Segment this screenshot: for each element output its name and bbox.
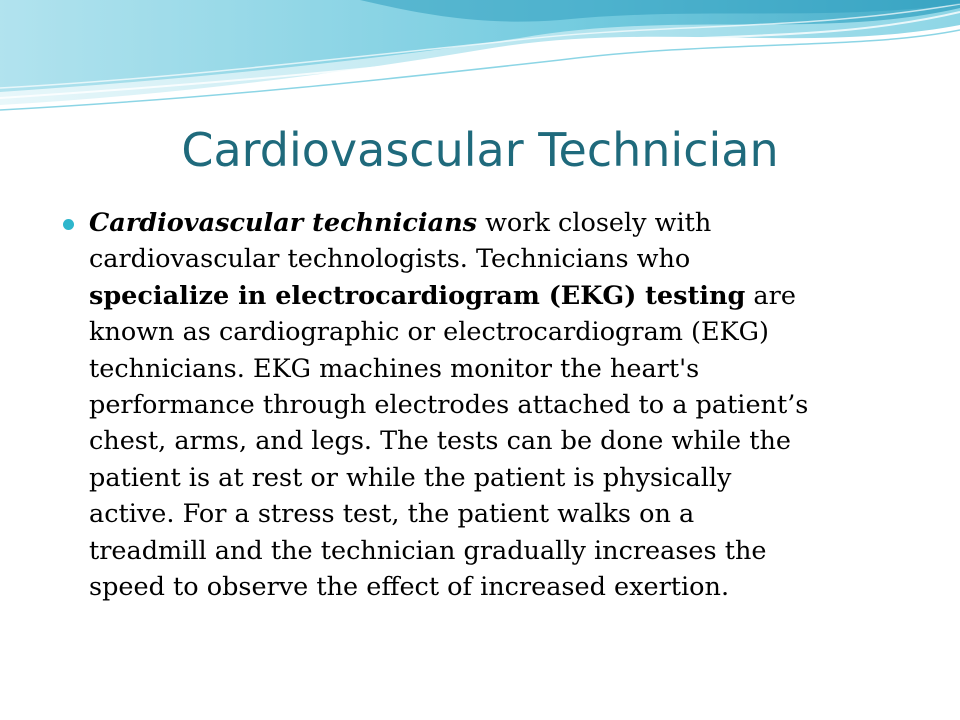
text-line — [89, 496, 916, 532]
text-run: technicians. EKG machines monitor the heart's — [89, 353, 700, 384]
text-run: chest, arms, and legs. The tests can be done while the — [89, 426, 791, 457]
wave-header-decoration — [0, 0, 960, 120]
text-run: patient is at rest or while the patient is physically — [89, 462, 732, 493]
text-line — [89, 533, 916, 569]
emphasized-text-run: specialize in electrocardiogram (EKG) testing — [89, 280, 746, 311]
text-line — [89, 205, 916, 241]
bullet-item — [56, 205, 916, 605]
slide-title: Cardiovascular Technician — [181, 123, 779, 177]
text-run: work closely with — [477, 208, 712, 238]
text-run: treadmill and the technician gradually increases the — [89, 535, 767, 566]
text-line — [89, 278, 916, 314]
text-run: are — [745, 280, 796, 311]
text-run: cardiovascular technologists. Technicians who — [89, 244, 691, 275]
text-run: speed to observe the effect of increased exertion. — [89, 572, 730, 603]
body-content — [56, 205, 916, 605]
text-line — [89, 569, 916, 605]
text-run: performance through electrodes attached to a patient’s — [89, 390, 809, 421]
text-line — [89, 351, 916, 387]
text-line — [89, 241, 916, 277]
bullet-text — [89, 205, 916, 605]
bullet-dot-icon — [63, 219, 74, 230]
text-run: known as cardiographic or electrocardiogram (EKG) — [89, 317, 769, 348]
text-line — [89, 314, 916, 350]
text-run: active. For a stress test, the patient walks on a — [89, 499, 695, 530]
text-line — [89, 387, 916, 423]
text-line — [89, 423, 916, 459]
emphasized-text-run: Cardiovascular technicians — [89, 208, 477, 238]
text-line — [89, 460, 916, 496]
